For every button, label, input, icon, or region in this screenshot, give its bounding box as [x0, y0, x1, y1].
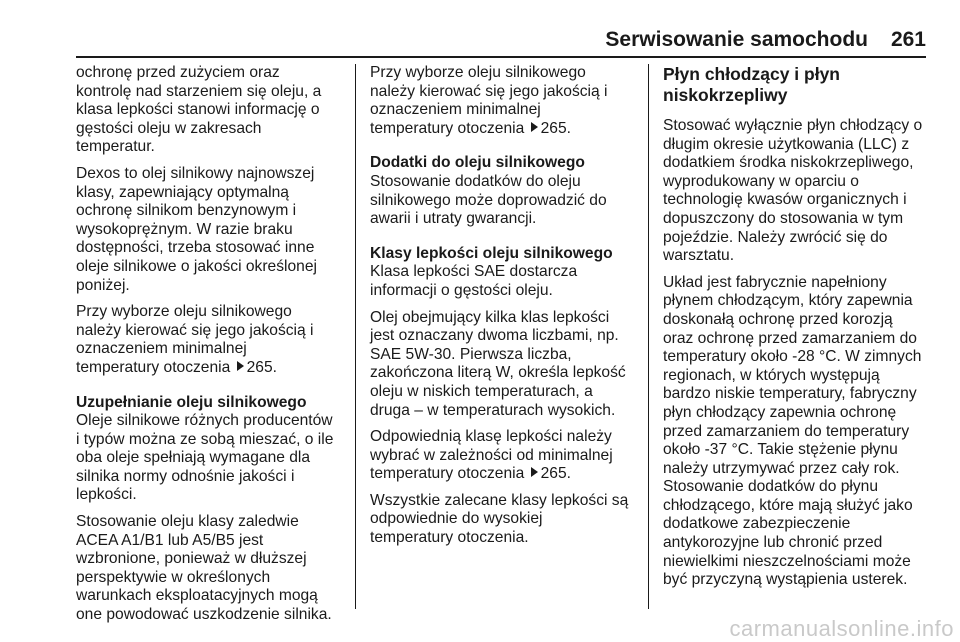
column-1 [76, 64, 348, 633]
page-reference-number: 265. [246, 358, 277, 376]
paragraph: Oleje silnikowe różnych producentów i typów można ze sobą mieszać, o ile oba oleje spełniają wymagane dla silnika normy odnośnie jakości i lepkości. [76, 412, 334, 504]
subheading: Uzupełnianie oleju silnikowego [76, 393, 307, 411]
page-reference-link[interactable] [529, 120, 571, 137]
page-title: Serwisowanie samochodu [605, 28, 868, 51]
paragraph-with-reference [370, 64, 638, 138]
page-reference-link[interactable] [529, 465, 571, 482]
paragraph: Klasa lepkości SAE dostarcza informacji o gęstości oleju. [370, 263, 578, 299]
page-number: 261 [890, 28, 926, 51]
paragraph: Układ jest fabrycznie napełniony płynem chłodzącym, który zapewnia doskonałą ochronę przed korozją oraz ochronę przed zamarzaniem do temperatury około -28 °C. W zimnych regionach, w których występują bardzo niskie temperatury, fabryczny płyn chłodzący zapewnia ochronę przed zamarzaniem do temperatury około -37 °C. Takie stężenie płynu należy utrzymywać przez cały rok. Stosowanie dodatków do płynu chłodzącego, które mają służyć jako dodatkowe zabezpieczenie antykorozyjne lub chronić przed niewielkimi nieszczelnościami może być przyczyną wystąpienia usterek. [663, 273, 922, 589]
watermark: carmanualsonline.info [729, 616, 954, 641]
paragraph-text: Przy wyborze oleju silnikowego należy kierować się jego jakością i oznaczeniem minimalnej temperatury otoczenia [370, 64, 608, 137]
page-reference-triangle-icon [531, 467, 538, 477]
paragraph: Wszystkie zalecane klasy lepkości są odpowiednie do wysokiej temperatury otoczenia. [370, 491, 629, 547]
paragraph: Dexos to olej silnikowy najnowszej klasy, zapewniający optymalną ochronę silnikom benzynowym i wysokoprężnym. W razie braku dostępności, trzeba stosować inne oleje silnikowe o jakości określonej poniżej. [76, 164, 317, 294]
paragraph-with-reference [370, 428, 638, 484]
page-reference-number: 265. [540, 119, 571, 137]
paragraph: Stosowanie dodatków do oleju silnikowego może doprowadzić do awarii i utraty gwarancji. [370, 172, 607, 228]
paragraph: Olej obejmujący kilka klas lepkości jest oznaczany dwoma liczbami, np. SAE 5W-30. Pierwsza liczba, zakończona literą W, określa lepkość oleju w niskich temperaturach, a druga – w temperaturach wysokich. [370, 308, 626, 419]
column-divider [355, 64, 356, 609]
paragraph: ochronę przed zużyciem oraz kontrolę nad starzeniem się oleju, a klasa lepkości stanowi informację o gęstości oleju w zakresach temperatur. [76, 64, 322, 156]
page-reference-number: 265. [540, 465, 571, 483]
column-2 [370, 64, 638, 556]
section-title: Płyn chłodzący i płyn niskokrzepliwy [663, 64, 840, 105]
paragraph: Stosowanie oleju klasy zaledwie ACEA A1/B1 lub A5/B5 jest wzbronione, ponieważ w dłuższej perspektywie w określonych warunkach eksploatacyjnych mogą one powodować uszkodzenie silnika. [76, 513, 332, 624]
page-reference-triangle-icon [237, 361, 244, 371]
column-3 [663, 64, 931, 598]
paragraph-text: Odpowiednią klasę lepkości należy wybrać w zależności od minimalnej temperatury otoczenia [370, 428, 613, 483]
page-reference-link[interactable] [235, 359, 277, 376]
page-header [76, 20, 926, 54]
subheading: Dodatki do oleju silnikowego [370, 154, 585, 172]
paragraph-text: Przy wyborze oleju silnikowego należy kierować się jego jakością i oznaczeniem minimalnej temperatury otoczenia [76, 303, 314, 376]
subheading: Klasy lepkości oleju silnikowego [370, 244, 613, 262]
page-reference-triangle-icon [531, 122, 538, 132]
column-divider [648, 64, 649, 609]
paragraph-with-reference [76, 303, 348, 377]
paragraph: Stosować wyłącznie płyn chłodzący o długim okresie użytkowania (LLC) z dodatkiem środka niskokrzepliwego, wyprodukowany w oparciu o technologię kwasów organicznych i dopuszczony do stosowania w tym pojeździe. Należy zwrócić się do warsztatu. [663, 117, 923, 265]
header-rule [76, 56, 926, 58]
